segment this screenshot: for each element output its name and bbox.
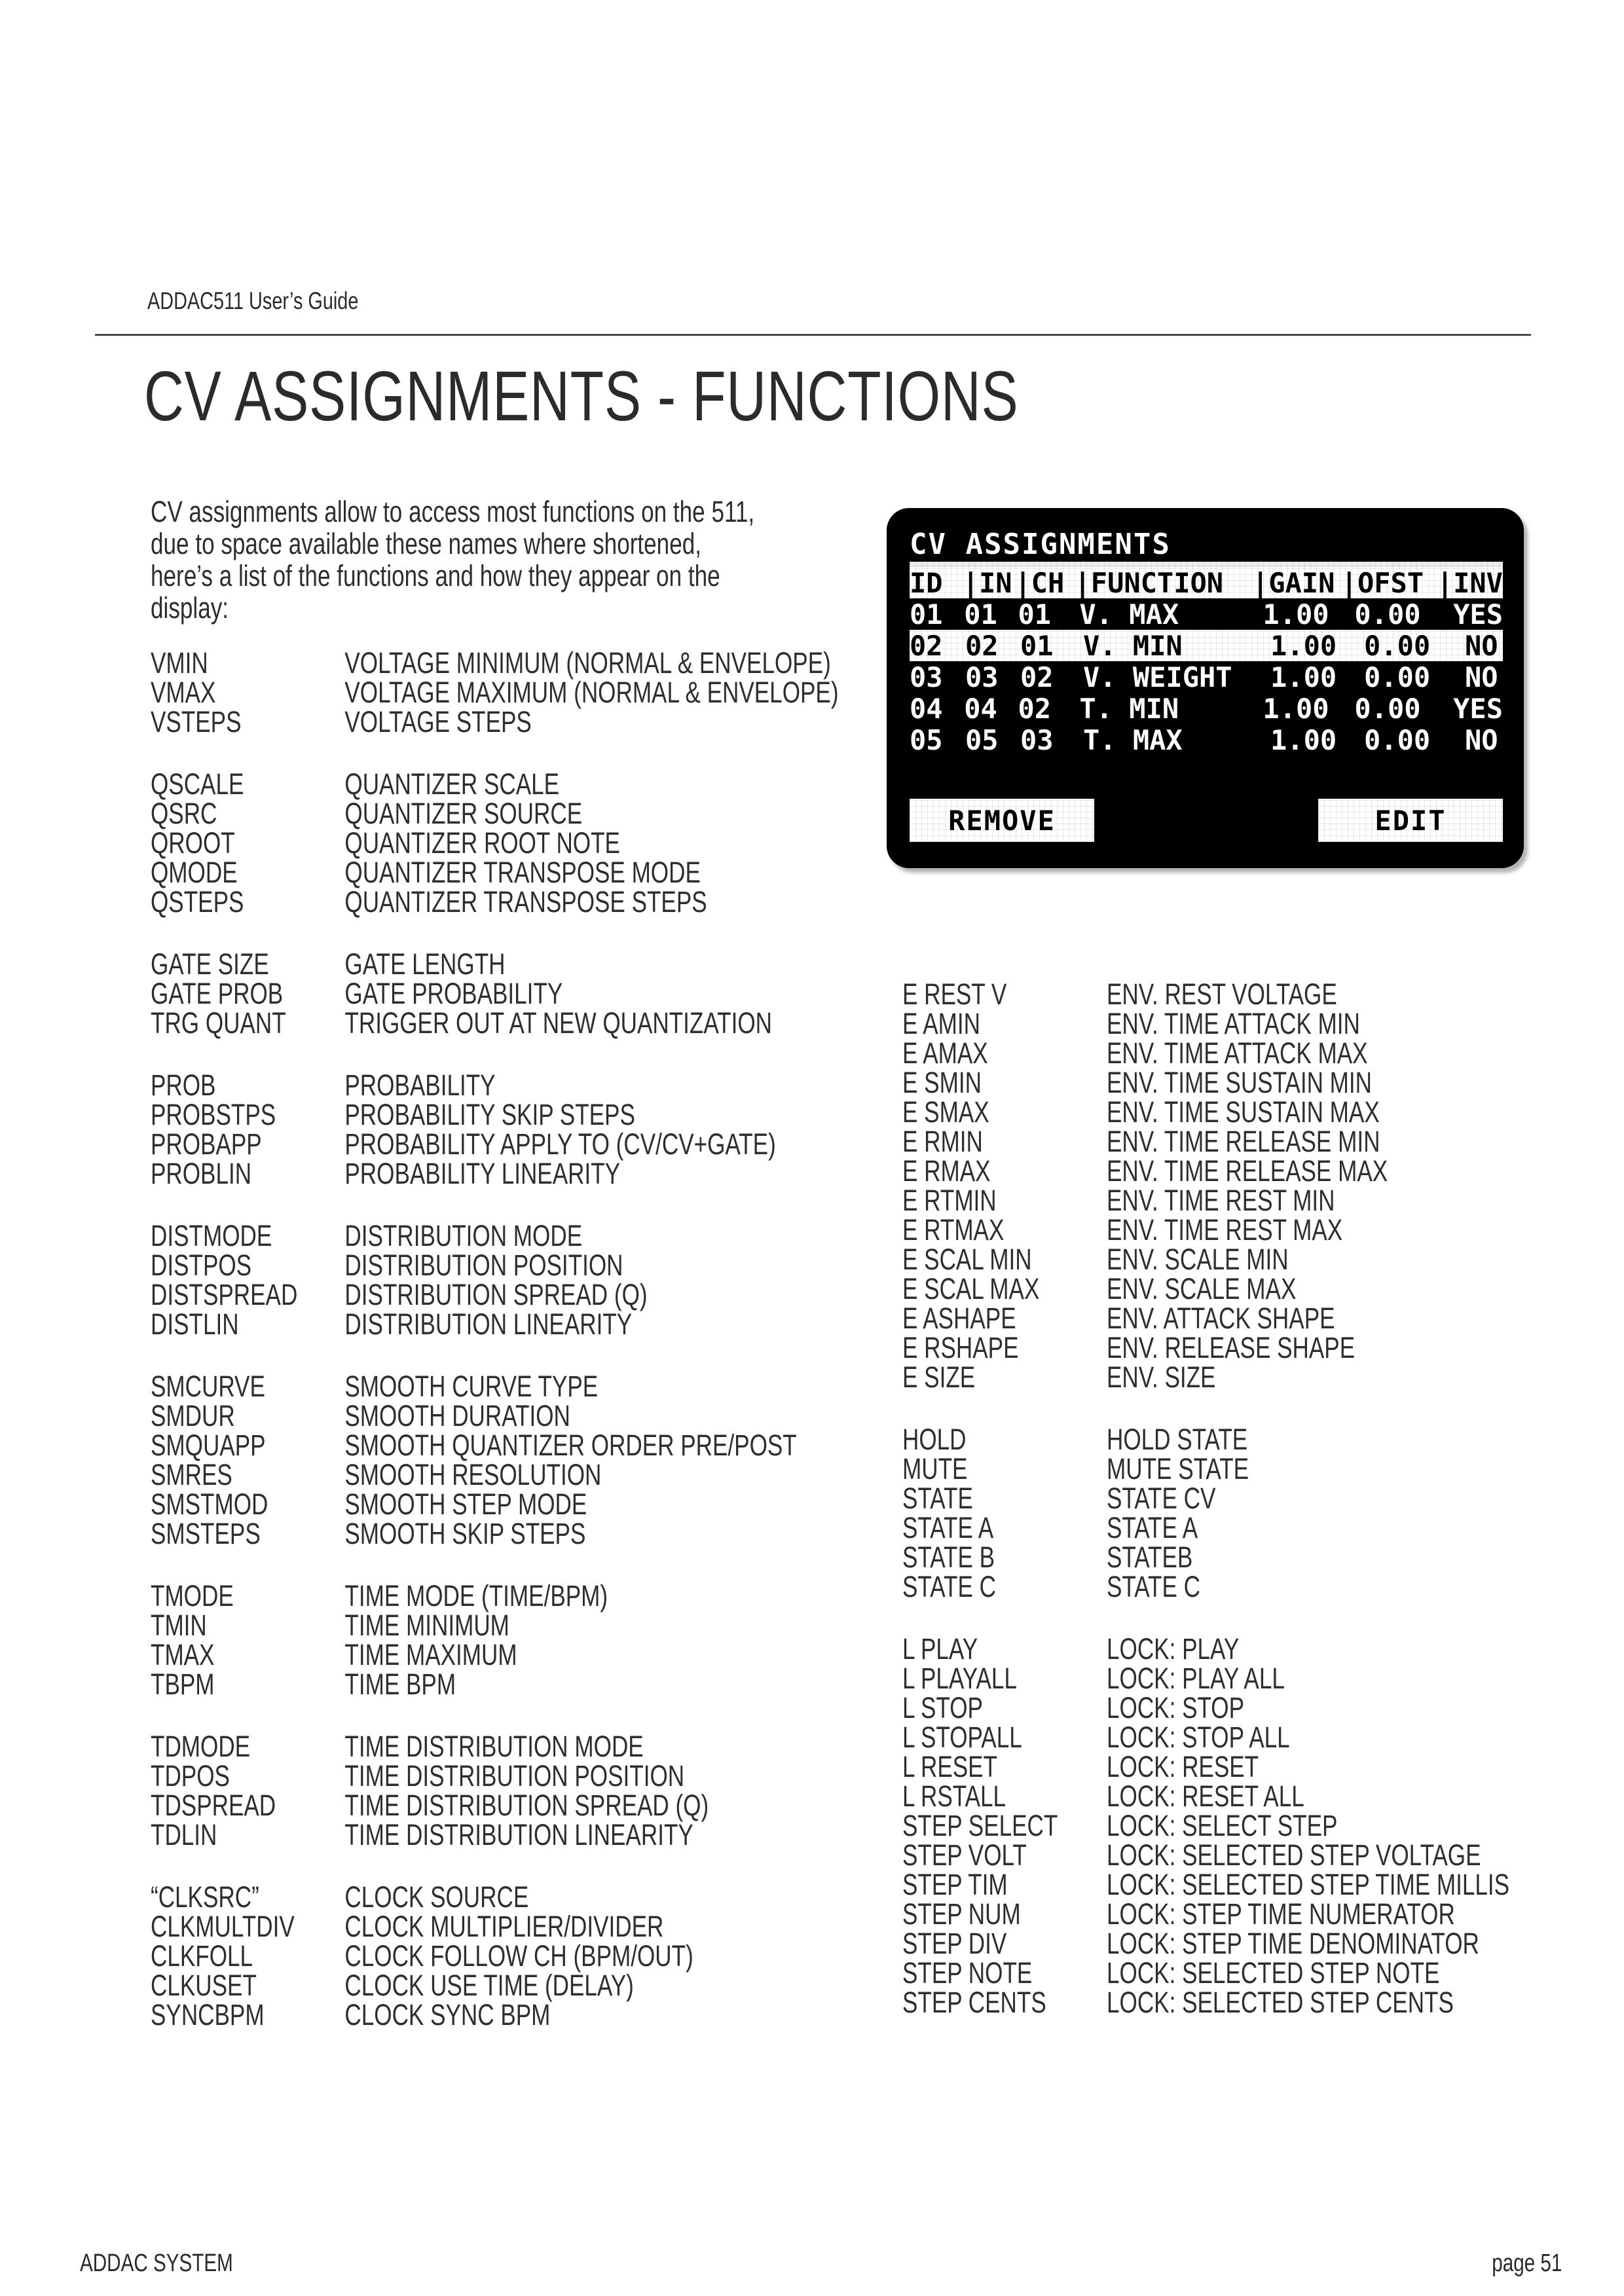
function-def: PROBABILITY	[344, 1068, 496, 1102]
lcd-cell-inv: NO	[1465, 723, 1498, 756]
function-term: QMODE	[151, 856, 238, 889]
lcd-cell-ch: 01	[1018, 598, 1052, 630]
function-row	[902, 1245, 1509, 1274]
function-term: L STOP	[902, 1691, 983, 1724]
function-row	[151, 858, 839, 887]
function-def: ENV. SCALE MAX	[1107, 1272, 1297, 1305]
lcd-row	[910, 661, 1503, 693]
function-row	[151, 1100, 839, 1129]
footer-brand: ADDAC SYSTEM	[80, 2250, 233, 2277]
function-def: TIME BPM	[344, 1667, 456, 1701]
function-def: DISTRIBUTION LINEARITY	[344, 1307, 633, 1341]
function-def: GATE PROBABILITY	[344, 977, 563, 1010]
function-term: “CLKSRC”	[151, 1880, 259, 1914]
function-row	[151, 1820, 839, 1850]
function-term: E SMAX	[902, 1095, 989, 1129]
lcd-title: CV ASSIGNMENTS	[910, 528, 1171, 561]
function-row	[151, 828, 839, 858]
function-term: HOLD	[902, 1423, 967, 1456]
function-term: DISTLIN	[151, 1307, 239, 1341]
lcd-header-gain: |GAIN	[1251, 566, 1335, 599]
function-row	[151, 1070, 839, 1100]
function-term: SMSTMOD	[151, 1487, 268, 1521]
function-def: ENV. TIME REST MAX	[1107, 1213, 1343, 1247]
function-term: QSCALE	[151, 767, 244, 801]
function-term: VSTEPS	[151, 705, 242, 738]
function-group	[902, 1425, 1509, 1601]
function-term: PROB	[151, 1068, 216, 1102]
function-def: TIME DISTRIBUTION POSITION	[344, 1759, 685, 1793]
function-term: TBPM	[151, 1667, 215, 1701]
function-term: E SMIN	[902, 1066, 982, 1099]
function-def: QUANTIZER TRANSPOSE MODE	[344, 856, 701, 889]
function-def: VOLTAGE MAXIMUM (NORMAL & ENVELOPE)	[344, 676, 839, 709]
function-def: TRIGGER OUT AT NEW QUANTIZATION	[344, 1006, 773, 1040]
function-def: LOCK: STOP ALL	[1107, 1721, 1290, 1754]
function-term: CLKUSET	[151, 1969, 257, 2002]
function-row	[151, 949, 839, 979]
function-def: SMOOTH CURVE TYPE	[344, 1370, 599, 1403]
lcd-row	[910, 693, 1503, 724]
intro-line: due to space available these names where shortened,	[151, 527, 701, 560]
function-term: L RESET	[902, 1750, 997, 1783]
function-def: SMOOTH SKIP STEPS	[344, 1517, 586, 1550]
function-row	[902, 1274, 1509, 1303]
function-term: E SIZE	[902, 1360, 976, 1394]
function-row	[151, 887, 839, 917]
lcd-row	[910, 598, 1503, 630]
function-def: TIME MODE (TIME/BPM)	[344, 1579, 608, 1613]
function-row	[902, 1634, 1509, 1664]
function-term: TMAX	[151, 1638, 215, 1671]
function-def: STATEB	[1107, 1540, 1193, 1574]
function-row	[151, 979, 839, 1008]
lcd-pixel-strip	[910, 562, 1503, 567]
lcd-row	[910, 630, 1503, 661]
function-row	[151, 1971, 839, 2000]
function-term: CLKFOLL	[151, 1939, 253, 1973]
intro-line: display:	[151, 591, 229, 625]
function-group	[151, 1581, 839, 1699]
function-def: LOCK: SELECTED STEP TIME MILLIS	[1107, 1868, 1510, 1901]
function-row	[151, 1791, 839, 1820]
function-row	[902, 1693, 1509, 1722]
function-def: STATE CV	[1107, 1482, 1216, 1515]
function-def: LOCK: SELECT STEP	[1107, 1809, 1338, 1842]
function-term: DISTMODE	[151, 1219, 272, 1252]
function-term: E REST V	[902, 977, 1007, 1011]
function-row	[151, 678, 839, 707]
lcd-cell-in: 01	[964, 598, 997, 630]
function-def: ENV. TIME RELEASE MIN	[1107, 1125, 1380, 1158]
function-term: E RMAX	[902, 1154, 991, 1188]
function-row	[902, 1009, 1509, 1038]
footer-page-number: page 51	[1491, 2250, 1562, 2277]
function-row	[151, 1519, 839, 1548]
function-row	[151, 799, 839, 828]
lcd-cell-ofst: 0.00	[1364, 723, 1431, 756]
function-row	[902, 1781, 1509, 1811]
function-def: LOCK: SELECTED STEP CENTS	[1107, 1986, 1454, 2019]
function-def: QUANTIZER SCALE	[344, 767, 560, 801]
function-def: CLOCK SOURCE	[344, 1880, 529, 1914]
function-def: HOLD STATE	[1107, 1423, 1248, 1456]
lcd-cell-ofst: 0.00	[1354, 598, 1421, 630]
lcd-cell-gain: 1.00	[1270, 723, 1337, 756]
lcd-cell-ch: 02	[1020, 661, 1054, 693]
lcd-cell-ofst: 0.00	[1364, 661, 1431, 693]
function-def: DISTRIBUTION SPREAD (Q)	[344, 1278, 648, 1311]
function-row	[902, 1068, 1509, 1097]
header-divider	[95, 334, 1531, 336]
intro-paragraph	[151, 496, 754, 624]
function-term: PROBAPP	[151, 1127, 262, 1161]
function-term: STEP DIV	[902, 1927, 1007, 1960]
function-def: VOLTAGE MINIMUM (NORMAL & ENVELOPE)	[344, 646, 831, 680]
function-group	[902, 1634, 1509, 2017]
function-row	[902, 1752, 1509, 1781]
lcd-cell-id: 05	[910, 723, 943, 756]
function-row	[902, 1722, 1509, 1752]
lcd-cell-inv: YES	[1453, 598, 1503, 630]
function-term: STEP VOLT	[902, 1838, 1027, 1872]
lcd-cell-ch: 01	[1020, 629, 1054, 662]
function-term: TRG QUANT	[151, 1006, 286, 1040]
function-term: TDLIN	[151, 1818, 217, 1851]
function-term: GATE SIZE	[151, 947, 269, 981]
function-def: LOCK: PLAY	[1107, 1632, 1240, 1666]
function-term: SMQUAPP	[151, 1429, 266, 1462]
function-row	[151, 648, 839, 678]
lcd-cell-gain: 1.00	[1263, 692, 1329, 725]
function-term: TMIN	[151, 1609, 207, 1642]
function-def: PROBABILITY SKIP STEPS	[344, 1098, 635, 1131]
lcd-cell-in: 05	[965, 723, 999, 756]
lcd-cell-function: V. MAX	[1079, 598, 1179, 630]
function-row	[902, 1038, 1509, 1068]
function-row	[902, 1097, 1509, 1127]
function-row	[151, 707, 839, 737]
function-def: LOCK: RESET	[1107, 1750, 1259, 1783]
function-def: LOCK: RESET ALL	[1107, 1779, 1304, 1813]
lcd-cell-function: V. WEIGHT	[1083, 661, 1232, 693]
function-term: SMDUR	[151, 1399, 235, 1432]
function-term: STEP TIM	[902, 1868, 1008, 1901]
function-def: ENV. REST VOLTAGE	[1107, 977, 1337, 1011]
function-row	[151, 1912, 839, 1941]
function-def: CLOCK MULTIPLIER/DIVIDER	[344, 1910, 664, 1943]
function-row	[902, 1840, 1509, 1870]
function-row	[151, 1129, 839, 1159]
function-row	[151, 1581, 839, 1611]
function-row	[902, 1484, 1509, 1513]
function-def: ENV. TIME ATTACK MIN	[1107, 1007, 1360, 1040]
lcd-cell-in: 03	[965, 661, 999, 693]
function-term: VMAX	[151, 676, 216, 709]
function-row	[902, 1664, 1509, 1693]
function-row	[902, 1127, 1509, 1156]
lcd-header-id: ID	[910, 566, 943, 599]
function-def: LOCK: SELECTED STEP VOLTAGE	[1107, 1838, 1481, 1872]
lcd-cell-function: T. MIN	[1079, 692, 1179, 725]
functions-column-left	[151, 648, 839, 2062]
function-row	[151, 1489, 839, 1519]
lcd-cell-gain: 1.00	[1270, 629, 1337, 662]
function-term: TDSPREAD	[151, 1789, 276, 1822]
function-row	[151, 1221, 839, 1250]
function-term: E ASHAPE	[902, 1302, 1016, 1335]
function-term: L RSTALL	[902, 1779, 1006, 1813]
function-group	[151, 769, 839, 917]
function-def: QUANTIZER SOURCE	[344, 797, 583, 830]
function-def: MUTE STATE	[1107, 1452, 1249, 1485]
lcd-header-inv: |INV	[1436, 566, 1503, 599]
function-term: MUTE	[902, 1452, 968, 1485]
lcd-cell-inv: YES	[1453, 692, 1503, 725]
function-def: ENV. TIME SUSTAIN MIN	[1107, 1066, 1373, 1099]
lcd-cell-inv: NO	[1465, 629, 1498, 662]
function-row	[151, 2000, 839, 2030]
function-def: ENV. TIME RELEASE MAX	[1107, 1154, 1388, 1188]
lcd-row	[910, 724, 1503, 756]
function-def: CLOCK FOLLOW CH (BPM/OUT)	[344, 1939, 693, 1973]
function-group	[151, 1882, 839, 2030]
function-def: SMOOTH RESOLUTION	[344, 1458, 602, 1491]
function-term: PROBSTPS	[151, 1098, 276, 1131]
lcd-display	[887, 508, 1524, 868]
function-term: E SCAL MIN	[902, 1243, 1032, 1276]
running-header: ADDAC511 User’s Guide	[147, 287, 359, 314]
function-row	[902, 1572, 1509, 1601]
remove-button: REMOVE	[910, 799, 1094, 842]
function-row	[151, 1732, 839, 1761]
function-row	[151, 1640, 839, 1669]
lcd-cell-function: T. MAX	[1083, 723, 1183, 756]
lcd-rows	[910, 598, 1503, 756]
lcd-cell-id: 04	[910, 692, 943, 725]
function-def: TIME DISTRIBUTION MODE	[344, 1730, 644, 1763]
function-term: STATE B	[902, 1540, 995, 1574]
lcd-header-in: |IN	[962, 566, 1012, 599]
function-term: CLKMULTDIV	[151, 1910, 295, 1943]
lcd-cell-inv: NO	[1465, 661, 1498, 693]
function-def: QUANTIZER ROOT NOTE	[344, 826, 620, 860]
lcd-cell-id: 01	[910, 598, 943, 630]
lcd-cell-in: 02	[965, 629, 999, 662]
function-def: ENV. TIME REST MIN	[1107, 1184, 1335, 1217]
function-term: E RTMAX	[902, 1213, 1005, 1247]
function-def: LOCK: STEP TIME NUMERATOR	[1107, 1897, 1455, 1931]
function-row	[151, 1280, 839, 1309]
lcd-header-row	[910, 567, 1503, 598]
function-row	[151, 1882, 839, 1912]
function-term: DISTPOS	[151, 1248, 252, 1282]
function-def: SMOOTH QUANTIZER ORDER PRE/POST	[344, 1429, 797, 1462]
function-def: DISTRIBUTION MODE	[344, 1219, 583, 1252]
function-term: STEP NOTE	[902, 1956, 1033, 1990]
function-def: CLOCK SYNC BPM	[344, 1998, 551, 2032]
function-row	[151, 1401, 839, 1430]
intro-line: here’s a list of the functions and how they appear on the	[151, 559, 720, 592]
lcd-header-ch: |CH	[1014, 566, 1065, 599]
function-def: STATE A	[1107, 1511, 1198, 1544]
function-group	[151, 648, 839, 737]
function-term: QSTEPS	[151, 885, 244, 919]
function-term: PROBLIN	[151, 1157, 252, 1190]
function-group	[902, 979, 1509, 1392]
function-def: TIME DISTRIBUTION LINEARITY	[344, 1818, 693, 1851]
function-term: SMSTEPS	[151, 1517, 261, 1550]
function-row	[151, 1372, 839, 1401]
function-term: DISTSPREAD	[151, 1278, 298, 1311]
lcd-header-function: |FUNCTION	[1074, 566, 1224, 599]
function-row	[902, 1958, 1509, 1988]
function-term: STEP SELECT	[902, 1809, 1058, 1842]
lcd-cell-gain: 1.00	[1270, 661, 1337, 693]
function-def: ENV. SCALE MIN	[1107, 1243, 1289, 1276]
function-row	[902, 1899, 1509, 1929]
function-row	[902, 1811, 1509, 1840]
function-group	[151, 949, 839, 1038]
function-row	[151, 769, 839, 799]
function-term: STATE C	[902, 1570, 997, 1603]
function-row	[902, 1542, 1509, 1572]
function-term: SMCURVE	[151, 1370, 265, 1403]
function-row	[151, 1669, 839, 1699]
function-def: ENV. RELEASE SHAPE	[1107, 1331, 1356, 1364]
function-term: E RSHAPE	[902, 1331, 1019, 1364]
function-def: ENV. SIZE	[1107, 1360, 1216, 1394]
function-term: E SCAL MAX	[902, 1272, 1040, 1305]
lcd-cell-ch: 03	[1020, 723, 1054, 756]
function-row	[151, 1250, 839, 1280]
function-row	[902, 1454, 1509, 1484]
lcd-cell-in: 04	[964, 692, 997, 725]
edit-button: EDIT	[1318, 799, 1503, 842]
page-title: CV ASSIGNMENTS - FUNCTIONS	[144, 356, 1019, 435]
lcd-cell-ch: 02	[1018, 692, 1052, 725]
function-term: STEP NUM	[902, 1897, 1021, 1931]
function-term: STATE	[902, 1482, 973, 1515]
function-group	[151, 1372, 839, 1548]
lcd-cell-gain: 1.00	[1263, 598, 1329, 630]
function-row	[151, 1159, 839, 1188]
function-term: L PLAY	[902, 1632, 978, 1666]
lcd-cell-function: V. MIN	[1083, 629, 1183, 662]
function-row	[902, 1929, 1509, 1958]
function-def: TIME DISTRIBUTION SPREAD (Q)	[344, 1789, 709, 1822]
function-term: QSRC	[151, 797, 217, 830]
lcd-header-ofst: |OFST	[1340, 566, 1424, 599]
function-def: ENV. ATTACK SHAPE	[1107, 1302, 1335, 1335]
function-row	[902, 1303, 1509, 1333]
lcd-cell-id: 03	[910, 661, 943, 693]
function-term: TDPOS	[151, 1759, 230, 1793]
lcd-cell-id: 02	[910, 629, 943, 662]
function-row	[902, 1156, 1509, 1186]
lcd-cell-ofst: 0.00	[1364, 629, 1431, 662]
function-term: L PLAYALL	[902, 1662, 1017, 1695]
function-term: TMODE	[151, 1579, 234, 1613]
function-term: GATE PROB	[151, 977, 284, 1010]
function-row	[151, 1941, 839, 1971]
function-term: E RTMIN	[902, 1184, 997, 1217]
function-group	[151, 1732, 839, 1850]
function-row	[151, 1611, 839, 1640]
function-row	[902, 1425, 1509, 1454]
lcd-cell-ofst: 0.00	[1354, 692, 1421, 725]
functions-column-right	[902, 979, 1509, 2050]
function-def: LOCK: SELECTED STEP NOTE	[1107, 1956, 1440, 1990]
function-row	[151, 1761, 839, 1791]
function-group	[151, 1070, 839, 1188]
function-term: E AMIN	[902, 1007, 980, 1040]
function-row	[902, 1870, 1509, 1899]
function-group	[151, 1221, 839, 1339]
function-def: TIME MAXIMUM	[344, 1638, 517, 1671]
function-row	[151, 1430, 839, 1460]
function-term: QROOT	[151, 826, 235, 860]
intro-line: CV assignments allow to access most functions on the 511,	[151, 495, 755, 528]
function-def: ENV. TIME ATTACK MAX	[1107, 1036, 1368, 1070]
function-row	[902, 1362, 1509, 1392]
function-def: LOCK: STOP	[1107, 1691, 1245, 1724]
function-term: STEP CENTS	[902, 1986, 1046, 2019]
function-term: L STOPALL	[902, 1721, 1022, 1754]
function-row	[151, 1008, 839, 1038]
function-row	[902, 1988, 1509, 2017]
function-def: PROBABILITY LINEARITY	[344, 1157, 621, 1190]
function-def: STATE C	[1107, 1570, 1201, 1603]
function-term: E AMAX	[902, 1036, 988, 1070]
function-row	[902, 1513, 1509, 1542]
function-def: QUANTIZER TRANSPOSE STEPS	[344, 885, 707, 919]
function-def: VOLTAGE STEPS	[344, 705, 532, 738]
function-term: TDMODE	[151, 1730, 251, 1763]
function-def: TIME MINIMUM	[344, 1609, 509, 1642]
function-row	[902, 1215, 1509, 1245]
function-def: LOCK: STEP TIME DENOMINATOR	[1107, 1927, 1479, 1960]
function-def: SMOOTH DURATION	[344, 1399, 570, 1432]
function-def: SMOOTH STEP MODE	[344, 1487, 587, 1521]
function-def: DISTRIBUTION POSITION	[344, 1248, 623, 1282]
function-def: CLOCK USE TIME (DELAY)	[344, 1969, 634, 2002]
function-term: SMRES	[151, 1458, 232, 1491]
function-term: VMIN	[151, 646, 208, 680]
function-row	[902, 1186, 1509, 1215]
function-def: GATE LENGTH	[344, 947, 506, 981]
function-def: ENV. TIME SUSTAIN MAX	[1107, 1095, 1380, 1129]
function-row	[151, 1460, 839, 1489]
function-row	[902, 1333, 1509, 1362]
function-term: SYNCBPM	[151, 1998, 265, 2032]
function-row	[151, 1309, 839, 1339]
function-row	[902, 979, 1509, 1009]
function-def: LOCK: PLAY ALL	[1107, 1662, 1285, 1695]
function-term: E RMIN	[902, 1125, 983, 1158]
function-def: PROBABILITY APPLY TO (CV/CV+GATE)	[344, 1127, 776, 1161]
lcd-buttons-row	[910, 799, 1503, 842]
function-term: STATE A	[902, 1511, 994, 1544]
